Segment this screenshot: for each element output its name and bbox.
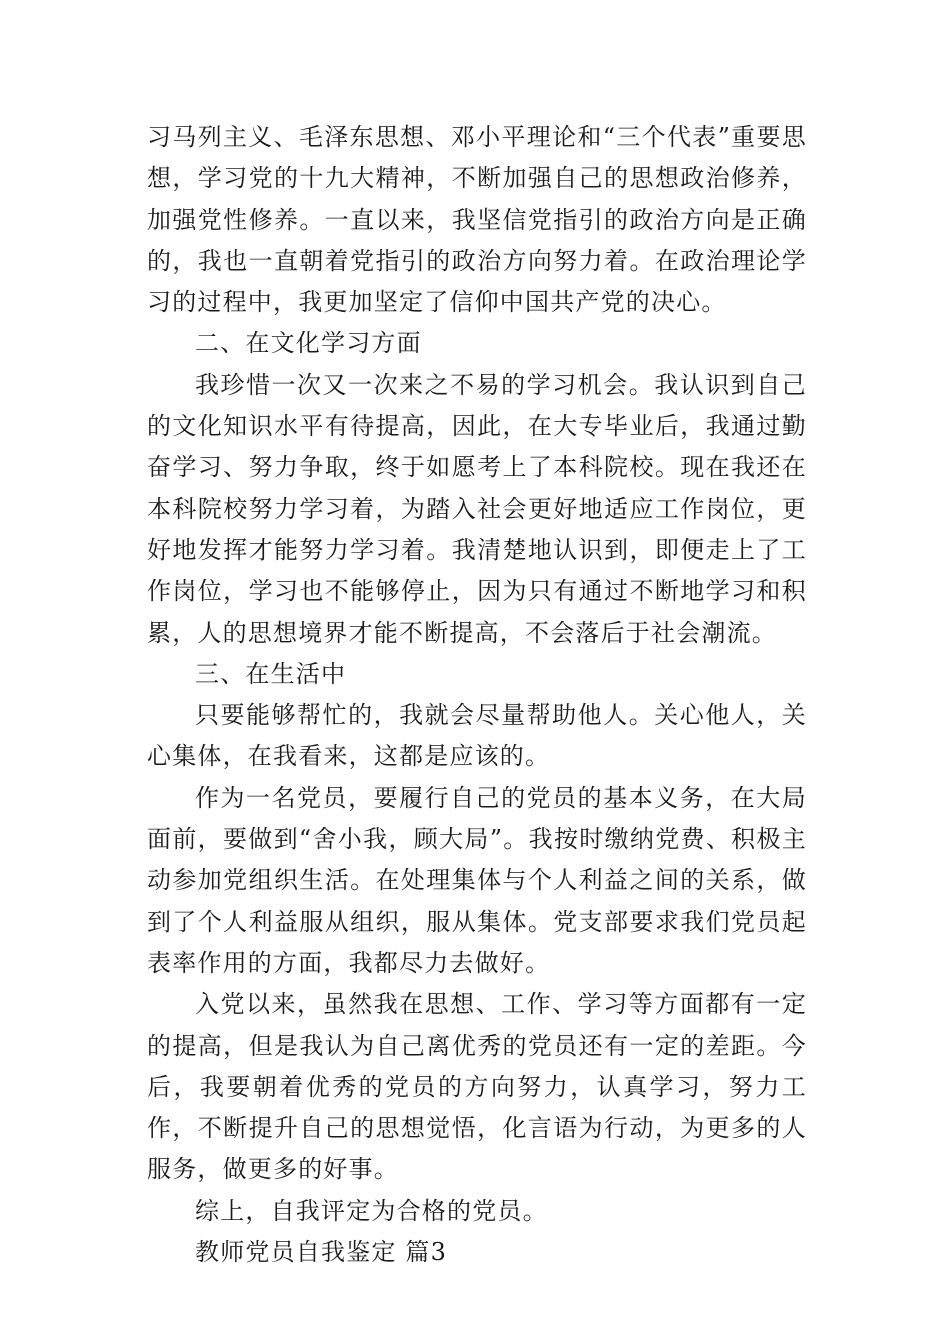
paragraph-helping-others: 只要能够帮忙的，我就会尽量帮助他人。关心他人，关心集体，在我看来，这都是应该的。 bbox=[147, 701, 807, 771]
paragraph-conclusion: 综上，自我评定为合格的党员。 bbox=[195, 1196, 548, 1225]
next-article-title: 教师党员自我鉴定 篇3 bbox=[195, 1238, 448, 1267]
document-body bbox=[147, 117, 807, 1273]
paragraph-self-improvement: 入党以来，虽然我在思想、工作、学习等方面都有一定的提高，但是我认为自己离优秀的党员还有一定的差距。今后，我要朝着优秀的党员的方向努力，认真学习，努力工作，不断提升自己的思想觉悟，化言语为行动，为更多的人服务，做更多的好事。 bbox=[147, 990, 807, 1184]
section-heading-culture-study: 二、在文化学习方面 bbox=[195, 329, 422, 358]
paragraph-culture-study: 我珍惜一次又一次来之不易的学习机会。我认识到自己的文化知识水平有待提高，因此，在大专毕业后，我通过勤奋学习、努力争取，终于如愿考上了本科院校。现在我还在本科院校努力学习着，为踏入社会更好地适应工作岗位，更好地发挥才能努力学习着。我清楚地认识到，即便走上了工作岗位，学习也不能够停止，因为只有通过不断地学习和积累，人的思想境界才能不断提高，不会落后于社会潮流。 bbox=[147, 370, 807, 647]
paragraph-party-duties: 作为一名党员，要履行自己的党员的基本义务，在大局面前，要做到“舍小我，顾大局”。我按时缴纳党费、积极主动参加党组织生活。在处理集体与个人利益之间的关系，做到了个人利益服从组织，服从集体。党支部要求我们党员起表率作用的方面，我都尽力去做好。 bbox=[147, 783, 807, 977]
paragraph-political-study: 习马列主义、毛泽东思想、邓小平理论和“三个代表”重要思想，学习党的十九大精神，不断加强自己的思想政治修养，加强党性修养。一直以来，我坚信党指引的政治方向是正确的，我也一直朝着党指引的政治方向努力着。在政治理论学习的过程中，我更加坚定了信仰中国共产党的决心。 bbox=[147, 123, 807, 317]
section-heading-life: 三、在生活中 bbox=[195, 659, 347, 688]
